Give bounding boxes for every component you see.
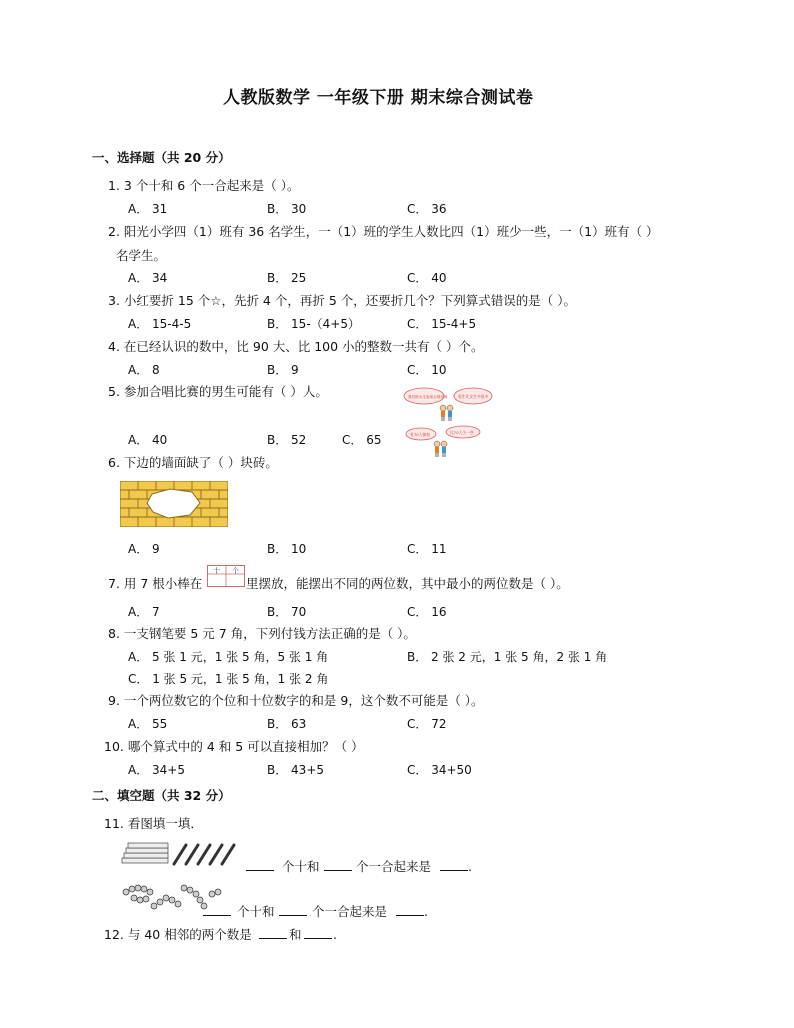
q11-line2-period: .: [424, 904, 428, 919]
q3-option-c[interactable]: C． 15-4+5: [407, 317, 477, 331]
q6-option-b[interactable]: B． 10: [267, 542, 307, 556]
q9-option-b[interactable]: B． 63: [267, 717, 307, 731]
q9-option-a[interactable]: A． 55: [128, 717, 168, 731]
question-6: 6. 下边的墙面缺了（ ）块砖。: [108, 455, 278, 470]
q3-option-b[interactable]: B． 15-（4+5）: [267, 317, 360, 331]
q6-option-c[interactable]: C． 11: [407, 542, 447, 556]
q11-line2-label-a: 个十和: [237, 904, 275, 919]
question-7-continued: 里摆放，能摆出不同的两位数，其中最小的两位数是（ ）。: [246, 576, 569, 591]
q12-blank-1[interactable]: [259, 926, 287, 939]
q4-option-a[interactable]: A． 8: [128, 363, 160, 377]
brick-wall-illustration: [120, 481, 228, 527]
question-10: 10. 哪个算式中的 4 和 5 可以直接相加？（ ）: [104, 739, 364, 754]
q9-option-c[interactable]: C． 72: [407, 717, 447, 731]
question-2: 2. 阳光小学四（1）班有 36 名学生，一（1）班的学生人数比四（1）班少一些，一（1）班有（ ）: [108, 224, 659, 239]
children-speech-illustration: [403, 384, 495, 462]
child-figure-1: [440, 405, 446, 421]
q8-option-b[interactable]: B． 2 张 2 元，1 张 5 角，2 张 1 角: [407, 650, 608, 664]
tens-label: 十: [213, 567, 220, 575]
place-value-box: [207, 565, 245, 587]
child-figure-3: [434, 441, 440, 457]
q10-option-c[interactable]: C． 34+50: [407, 763, 472, 777]
q11-line1-period: .: [468, 859, 472, 874]
ones-label: 个: [232, 567, 239, 575]
q11-blank-total-2[interactable]: [396, 903, 424, 916]
single-sticks-icon: [174, 845, 234, 864]
q11-line1-label-b: 个一合起来是: [356, 859, 432, 874]
q5-option-c[interactable]: C． 65: [342, 433, 382, 447]
question-2-continued: 名学生。: [116, 248, 167, 263]
child-figure-2: [447, 405, 453, 421]
question-1: 1. 3 个十和 6 个一合起来是（ ）。: [108, 178, 300, 193]
q12-conjunction: 和: [289, 927, 302, 942]
bundle-of-ten-icon: [122, 843, 168, 863]
page-title: 人教版数学 一年级下册 期末综合测试卷: [223, 88, 534, 108]
q2-option-c[interactable]: C． 40: [407, 271, 447, 285]
q5-option-b[interactable]: B． 52: [267, 433, 307, 447]
question-11: 11. 看图填一填．: [104, 816, 203, 831]
question-8: 8. 一支钢笔要 5 元 7 角，下列付钱方法正确的是（ ）。: [108, 626, 416, 641]
stick-bundles-illustration: [120, 840, 244, 868]
question-4: 4. 在已经认识的数中，比 90 大、比 100 小的整数一共有（ ）个。: [108, 339, 484, 354]
section-heading-choice: 一、选择题（共 20 分）: [92, 150, 231, 165]
q2-option-a[interactable]: A． 34: [128, 271, 168, 285]
q2-option-b[interactable]: B． 25: [267, 271, 307, 285]
q4-option-c[interactable]: C． 10: [407, 363, 447, 377]
q11-blank-ones-1[interactable]: [324, 858, 352, 871]
bubble-3-text: 有70人参加: [410, 432, 431, 437]
q11-line2-label-b: 个一合起来是: [312, 904, 388, 919]
question-9: 9. 一个两位数它的个位和十位数字的和是 9，这个数不可能是（ ）。: [108, 693, 484, 708]
question-7: 7. 用 7 根小棒在: [108, 576, 203, 591]
bubble-1-text: 我们班女生参加合唱比赛: [408, 395, 448, 399]
q7-option-b[interactable]: B． 70: [267, 605, 307, 619]
question-12: 12. 与 40 相邻的两个数是: [104, 927, 252, 942]
q3-option-a[interactable]: A． 15-4-5: [128, 317, 192, 331]
q8-option-a[interactable]: A． 5 张 1 元，1 张 5 角，5 张 1 角: [128, 650, 329, 664]
q11-blank-total-1[interactable]: [440, 858, 468, 871]
q1-option-a[interactable]: A． 31: [128, 202, 168, 216]
bubble-2-text: 男生比女生多很多: [458, 394, 489, 399]
q12-blank-2[interactable]: [304, 926, 332, 939]
bubble-4-text: 比70人少一些: [450, 430, 474, 435]
q11-blank-tens-2[interactable]: [203, 903, 231, 916]
question-3: 3. 小红要折 15 个☆，先折 4 个，再折 5 个，还要折几个？下列算式错误的是（ ）。: [108, 293, 576, 308]
question-5: 5. 参加合唱比赛的男生可能有（ ）人。: [108, 384, 328, 399]
q11-blank-ones-2[interactable]: [279, 903, 307, 916]
q8-option-c[interactable]: C． 1 张 5 元，1 张 5 角，1 张 2 角: [128, 672, 329, 686]
q10-option-a[interactable]: A． 34+5: [128, 763, 185, 777]
q12-period: .: [333, 927, 337, 942]
q10-option-b[interactable]: B． 43+5: [267, 763, 325, 777]
q7-option-c[interactable]: C． 16: [407, 605, 447, 619]
q5-option-a[interactable]: A． 40: [128, 433, 168, 447]
section-heading-fill: 二、填空题（共 32 分）: [92, 788, 231, 803]
q7-option-a[interactable]: A． 7: [128, 605, 160, 619]
q1-option-b[interactable]: B． 30: [267, 202, 307, 216]
q1-option-c[interactable]: C． 36: [407, 202, 447, 216]
q11-line1-label-a: 个十和: [282, 859, 320, 874]
child-figure-4: [441, 441, 447, 457]
q4-option-b[interactable]: B． 9: [267, 363, 299, 377]
q11-blank-tens-1[interactable]: [246, 858, 274, 871]
q6-option-a[interactable]: A． 9: [128, 542, 160, 556]
